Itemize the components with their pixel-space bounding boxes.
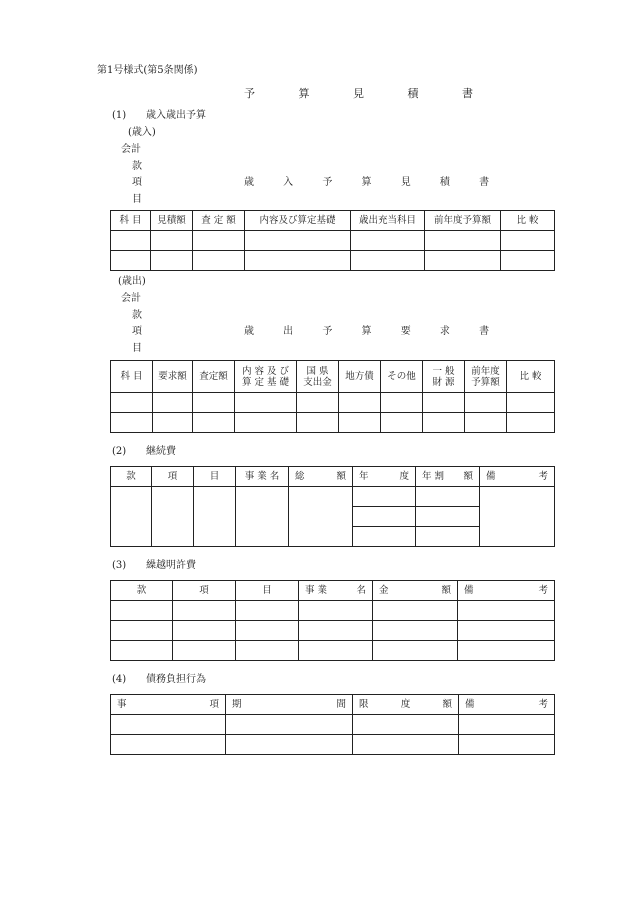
s3-col-bi: 備 xyxy=(464,585,474,596)
s2-col-kan: 款 xyxy=(111,467,152,487)
rev-col-hikaku: 比 較 xyxy=(501,211,555,231)
label-kou: 項 xyxy=(132,177,142,188)
debt-burden-table xyxy=(110,694,555,755)
s4-col-ko: 考 xyxy=(538,699,548,710)
s3-col-jigyo xyxy=(299,581,373,601)
table-row xyxy=(111,621,555,641)
s4-col-kou: 項 xyxy=(209,699,219,710)
exp-col-kokken-2: 支出金 xyxy=(303,376,332,388)
s2-col-nengaku: 額 xyxy=(463,471,473,482)
s3-col-moku: 目 xyxy=(236,581,299,601)
revenue-title: 歳 入 予 算 見 積 書 xyxy=(244,177,503,188)
s4-heading: 債務負担行為 xyxy=(146,674,206,685)
exp-col-chihousai: 地方債 xyxy=(339,361,381,393)
table-row xyxy=(111,735,555,755)
table-row xyxy=(111,487,555,507)
exp-col-sonota: その他 xyxy=(381,361,423,393)
expense-table xyxy=(110,360,555,433)
table-row xyxy=(111,413,555,433)
s2-col-do: 度 xyxy=(399,471,409,482)
s3-col-kan: 款 xyxy=(111,581,173,601)
exp-col-naiyo xyxy=(235,361,297,393)
label-moku-2: 目 xyxy=(132,343,142,354)
s2-heading-number: (2) xyxy=(112,446,127,457)
s4-col-biko xyxy=(459,695,555,715)
rev-col-jutou: 歳出充当科目 xyxy=(351,211,425,231)
s1-heading-number: (1) xyxy=(112,110,127,121)
exp-col-kokken-1: 国 県 xyxy=(306,365,329,377)
s2-col-kou: 項 xyxy=(152,467,194,487)
label-kan: 款 xyxy=(132,161,142,172)
s2-heading: 継続費 xyxy=(146,446,176,457)
s4-col-jikou xyxy=(111,695,226,715)
s3-col-gaku: 額 xyxy=(441,585,451,596)
exp-col-kokken xyxy=(297,361,339,393)
s4-col-bi: 備 xyxy=(465,699,475,710)
s2-col-ko: 考 xyxy=(538,471,548,482)
s1-expense-label: (歳出) xyxy=(118,276,146,287)
exp-col-zennendo-2: 予算額 xyxy=(471,376,500,388)
s2-col-sou: 総 xyxy=(295,471,305,482)
s2-col-moku: 目 xyxy=(194,467,236,487)
s2-col-nendo xyxy=(353,467,416,487)
carryover-table xyxy=(110,580,555,661)
s3-col-biko xyxy=(458,581,555,601)
s3-col-kou: 項 xyxy=(173,581,236,601)
label-kaikei: 会計 xyxy=(121,144,141,155)
exp-col-ippan-2: 財 源 xyxy=(432,376,455,388)
exp-col-kamoku: 科 目 xyxy=(111,361,153,393)
label-kou-2: 項 xyxy=(132,326,142,337)
rev-col-mitsumori: 見積額 xyxy=(151,211,193,231)
s3-heading: 繰越明許費 xyxy=(146,560,196,571)
s4-col-gendogaku xyxy=(353,695,459,715)
s2-col-nenwari xyxy=(416,467,480,487)
form-number: 第1号様式(第5条関係) xyxy=(97,65,198,76)
table-row xyxy=(111,231,555,251)
s4-col-kan: 間 xyxy=(336,699,346,710)
s2-col-sougaku xyxy=(289,467,353,487)
s4-col-do: 度 xyxy=(400,699,411,710)
table-row xyxy=(111,393,555,413)
rev-col-satei: 査 定 額 xyxy=(193,211,245,231)
s3-col-kin: 金 xyxy=(379,585,389,596)
s4-col-ji: 事 xyxy=(117,699,127,710)
s2-col-gaku: 額 xyxy=(336,471,346,482)
s3-col-jigyo-label: 事 業 xyxy=(305,585,328,596)
table-row xyxy=(111,641,555,661)
s4-col-gen: 限 xyxy=(359,699,369,710)
exp-col-zennendo-1: 前年度 xyxy=(471,365,500,377)
s2-col-bi: 備 xyxy=(486,471,496,482)
label-moku: 目 xyxy=(132,194,142,205)
main-title: 予 算 見 積 書 xyxy=(244,87,493,100)
s4-col-gaku: 額 xyxy=(442,699,452,710)
s3-col-ko: 考 xyxy=(538,585,548,596)
s2-col-nen: 年 xyxy=(359,471,369,482)
s3-col-kingaku xyxy=(373,581,458,601)
exp-col-satei: 査定額 xyxy=(193,361,235,393)
s3-col-mei: 名 xyxy=(356,585,366,596)
s2-col-biko xyxy=(480,467,555,487)
revenue-table xyxy=(110,210,555,271)
exp-col-ippan-1: 一 般 xyxy=(432,365,455,377)
table-row xyxy=(111,601,555,621)
table-row xyxy=(111,251,555,271)
rev-col-zennendo: 前年度予算額 xyxy=(425,211,501,231)
s2-col-nenwari-label: 年 割 xyxy=(422,471,445,482)
exp-col-ippan xyxy=(423,361,465,393)
exp-col-zennendo xyxy=(465,361,507,393)
exp-col-naiyo-1: 内 容 及 び xyxy=(241,365,290,377)
table-row xyxy=(111,715,555,735)
s2-col-jigyo: 事 業 名 xyxy=(236,467,289,487)
expense-title: 歳 出 予 算 要 求 書 xyxy=(244,326,503,337)
continuing-cost-table xyxy=(110,466,555,547)
s1-heading: 歳入歳出予算 xyxy=(146,110,206,121)
exp-col-yokyu: 要求額 xyxy=(153,361,193,393)
s1-revenue-label: (歳入) xyxy=(128,127,156,138)
s4-col-ki: 期 xyxy=(232,699,242,710)
exp-col-hikaku: 比 較 xyxy=(507,361,555,393)
s4-heading-number: (4) xyxy=(112,674,127,685)
s4-col-kikan xyxy=(226,695,353,715)
exp-col-naiyo-2: 算 定 基 礎 xyxy=(241,376,290,388)
rev-col-naiyo: 内容及び算定基礎 xyxy=(245,211,351,231)
s3-heading-number: (3) xyxy=(112,560,127,571)
label-kan-2: 款 xyxy=(132,310,142,321)
label-kaikei-2: 会計 xyxy=(121,293,141,304)
rev-col-kamoku: 科 目 xyxy=(111,211,151,231)
